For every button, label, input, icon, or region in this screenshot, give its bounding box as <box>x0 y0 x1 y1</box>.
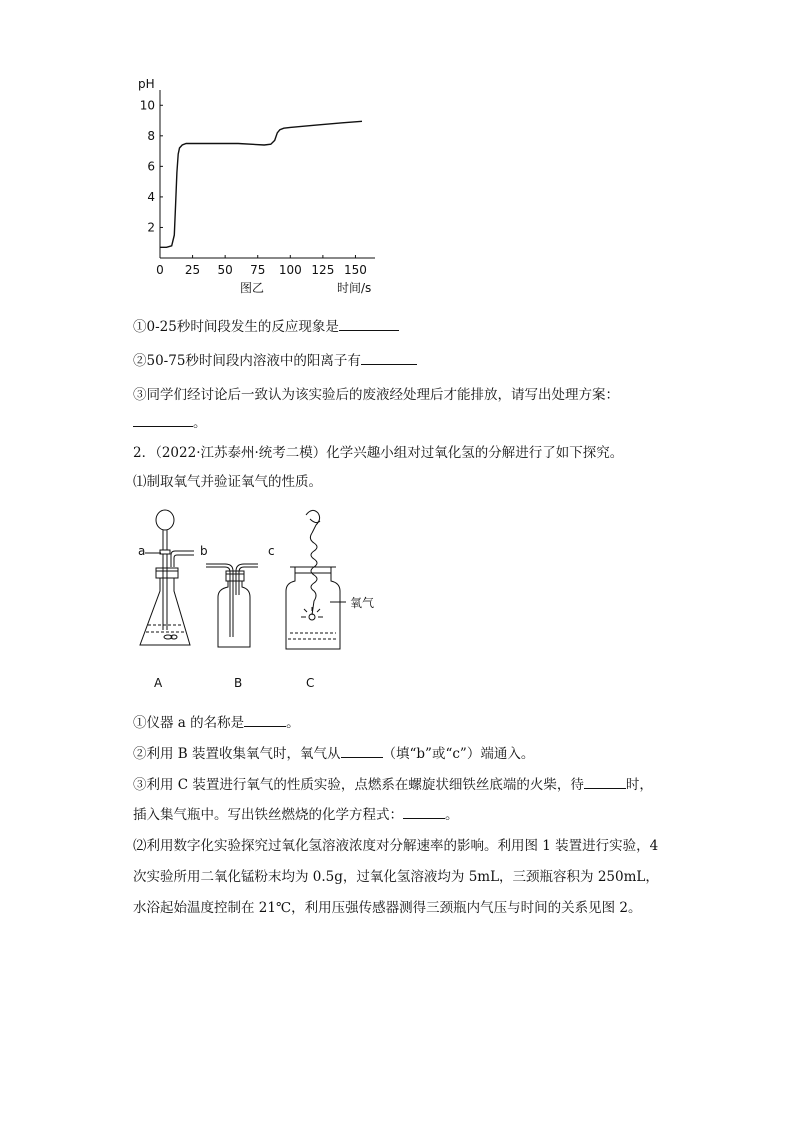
q1-sub1 <box>133 318 399 336</box>
bottle-b <box>218 581 250 647</box>
caption-a: A <box>154 676 163 690</box>
stopper-b <box>226 571 244 581</box>
apparatus-c <box>286 510 346 649</box>
x-axis-label: 时间/s <box>337 281 372 295</box>
q1-sub3 <box>133 386 619 404</box>
q2-s4 <box>133 806 459 824</box>
caption-c: C <box>306 676 315 690</box>
q2-s4-text: 插入集气瓶中。写出铁丝燃烧的化学方程式： <box>133 807 403 823</box>
oxygen-label: 氧气 <box>350 596 375 610</box>
y-tick-label: 2 <box>147 220 155 235</box>
apparatus-a <box>140 510 194 645</box>
q2-p2-line3: 水浴起始温度控制在 21℃，利用压强传感器测得三颈瓶内气压与时间的关系见图 2。 <box>133 900 642 916</box>
apparatus-b <box>206 564 258 647</box>
y-tick-label: 8 <box>147 128 155 143</box>
x-tick-label: 0 <box>156 263 164 277</box>
caption-b: B <box>234 676 243 690</box>
label-c: c <box>268 544 275 558</box>
q2-s2 <box>133 745 534 763</box>
tongs <box>306 510 320 533</box>
x-tick-label: 150 <box>344 263 367 277</box>
x-tick-label: 125 <box>311 263 335 277</box>
tube-b-long <box>206 564 233 637</box>
q2-s2-end: （填“b”或“c”）端通入。 <box>382 746 535 762</box>
q2-p2-line2: 次实验所用二氧化锰粉末均为 0.5g，过氧化氢溶液均为 5mL，三颈瓶容积为 250mL， <box>133 869 659 885</box>
answer-blank[interactable] <box>244 714 286 727</box>
x-tick-label: 100 <box>278 263 302 277</box>
q1-sub3-end: 。 <box>193 415 207 431</box>
q2-s1 <box>133 714 300 732</box>
label-a: a <box>138 544 146 558</box>
tube-c-short <box>236 564 258 595</box>
delivery-tube-a <box>171 551 194 567</box>
ph-chart <box>130 70 400 300</box>
q2-header: 2．（2022·江苏泰州·统考二模）化学兴趣小组对过氧化氢的分解进行了如下探究。 <box>133 445 624 461</box>
q2-s3-end: 时， <box>625 777 653 793</box>
answer-blank[interactable] <box>339 318 399 331</box>
q2-part1: ⑴制取氧气并验证氧气的性质。 <box>133 474 322 490</box>
q2-s3 <box>133 776 653 794</box>
iron-wire <box>310 533 317 615</box>
q1-sub2-text: ②50-75秒时间段内溶液中的阳离子有 <box>133 353 361 369</box>
x-tick-label: 50 <box>217 263 233 277</box>
q1-sub3-answer <box>133 414 207 432</box>
y-tick-label: 10 <box>139 98 155 113</box>
q2-p2-line1: ⑵利用数字化实验探究过氧化氢溶液浓度对分解速率的影响。利用图 1 装置进行实验，4 <box>133 838 659 854</box>
q2-s4-end: 。 <box>445 807 459 823</box>
q1-sub2 <box>133 352 417 370</box>
answer-blank[interactable] <box>133 414 193 427</box>
y-tick-label: 6 <box>147 159 155 174</box>
answer-blank[interactable] <box>361 352 417 365</box>
y-axis-label: pH <box>138 77 155 91</box>
q2-s3-text: ③利用 C 装置进行氧气的性质实验，点燃系在螺旋状细铁丝底端的火柴，待 <box>133 777 584 793</box>
answer-blank[interactable] <box>341 745 383 758</box>
x-tick-label: 75 <box>250 263 266 277</box>
q2-s1-text: ①仪器 a 的名称是 <box>133 715 245 731</box>
apparatus-figure <box>130 505 390 695</box>
funnel-bulb <box>156 510 174 530</box>
label-b: b <box>200 544 208 558</box>
stopcock <box>160 550 170 554</box>
q1-sub1-text: ①0-25秒时间段发生的反应现象是 <box>133 319 339 335</box>
x-tick-label: 25 <box>184 263 201 277</box>
q1-sub3-text: ③同学们经讨论后一致认为该实验后的废液经处理后才能排放，请写出处理方案： <box>133 387 619 403</box>
chart-caption: 图乙 <box>240 281 265 295</box>
q2-s2-text: ②利用 B 装置收集氧气时，氧气从 <box>133 746 341 762</box>
q2-s1-end: 。 <box>286 715 300 731</box>
answer-blank[interactable] <box>403 806 445 819</box>
answer-blank[interactable] <box>584 776 626 789</box>
ph-curve <box>160 121 362 247</box>
y-tick-label: 4 <box>147 189 155 204</box>
